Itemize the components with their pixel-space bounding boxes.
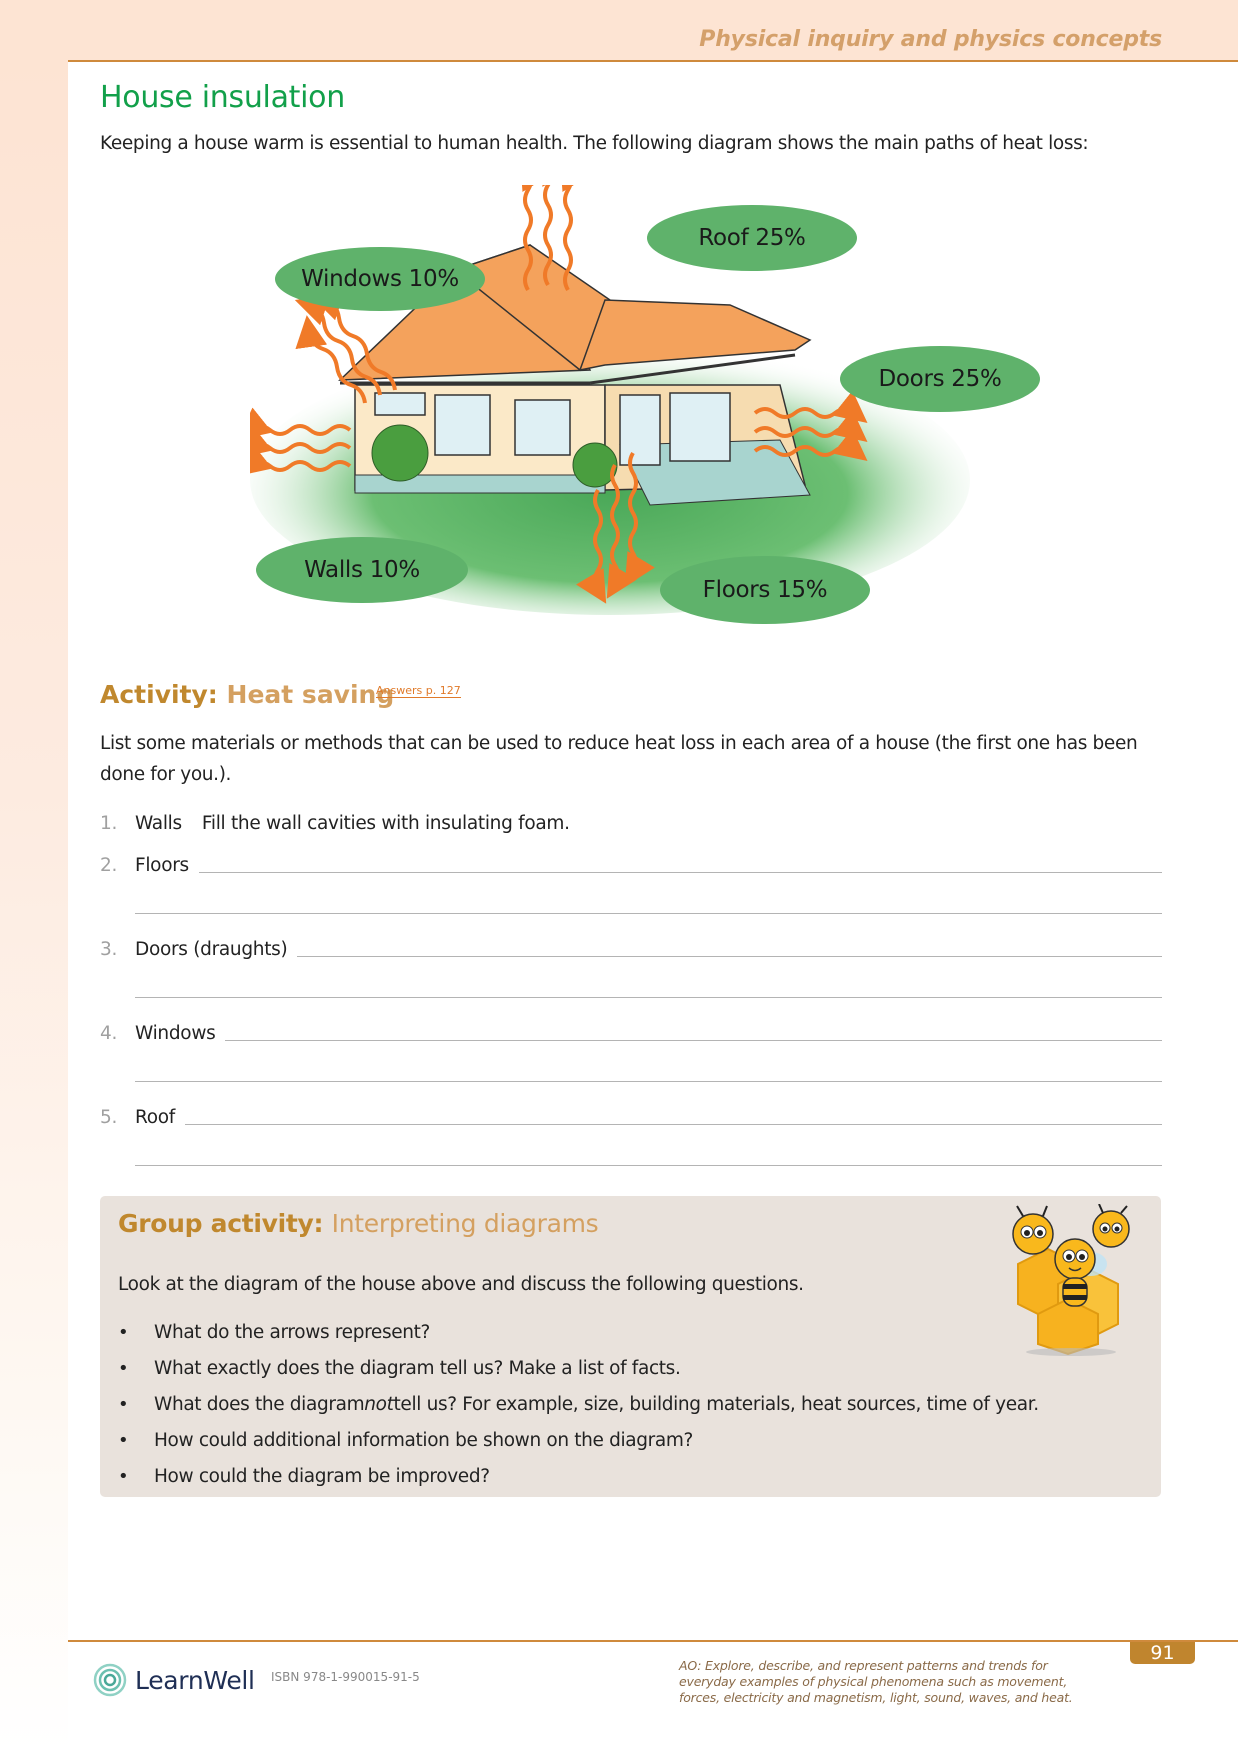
isbn: ISBN 978-1-990015-91-5 <box>271 1670 420 1684</box>
activity-heading <box>100 680 394 709</box>
answer-line[interactable] <box>199 872 1162 873</box>
window <box>375 393 425 415</box>
question-label: Windows <box>135 1023 216 1044</box>
answer-line[interactable] <box>135 1081 1162 1082</box>
question-number: 4. <box>100 1023 118 1044</box>
bush <box>372 425 428 481</box>
page-title: House insulation <box>100 80 345 115</box>
group-activity-heading <box>118 1209 598 1238</box>
question-item <box>100 1018 1162 1044</box>
answer-line[interactable] <box>185 1124 1162 1125</box>
group-activity-box <box>100 1196 1161 1497</box>
question-number: 5. <box>100 1107 118 1128</box>
bullet-icon: • <box>118 1393 129 1415</box>
group-activity-intro: Look at the diagram of the house above and discuss the following questions. <box>118 1274 804 1295</box>
footer-rule <box>68 1640 1238 1642</box>
label-roof: Roof 25% <box>647 205 857 271</box>
door <box>620 395 660 465</box>
discussion-question: • What does the diagram not tell us? For example, size, building materials, heat sources, time of year. <box>118 1393 1039 1415</box>
answer-line[interactable] <box>297 956 1162 957</box>
answer-line[interactable] <box>135 997 1162 998</box>
discussion-question: • How could the diagram be improved? <box>118 1465 490 1487</box>
answer-line[interactable] <box>225 1040 1162 1041</box>
answers-link[interactable]: Answers p. 127 <box>376 684 461 697</box>
bees-mascot-icon <box>993 1204 1143 1356</box>
label-windows: Windows 10% <box>275 247 485 311</box>
question-number: 1. <box>100 813 118 834</box>
discussion-questions <box>118 1314 1039 1494</box>
intro-text: Keeping a house warm is essential to human health. The following diagram shows the main paths of heat loss: <box>100 133 1089 154</box>
bullet-icon: • <box>118 1321 129 1343</box>
discussion-question: • How could additional information be shown on the diagram? <box>118 1429 694 1451</box>
bullet-icon: • <box>118 1429 129 1451</box>
spiral-logo-icon <box>93 1663 127 1697</box>
group-activity-lead: Group activity: <box>118 1209 324 1238</box>
question-label: Floors <box>135 855 189 876</box>
page-number: 91 <box>1130 1642 1195 1664</box>
question-number: 2. <box>100 855 118 876</box>
door <box>670 393 730 461</box>
answer-line[interactable] <box>135 1165 1162 1166</box>
question-answer: Fill the wall cavities with insulating foam. <box>201 813 570 834</box>
header-rule <box>68 60 1238 62</box>
achievement-objective: AO: Explore, describe, and represent patterns and trends for everyday examples of physical phenomena such as movement, forces, electricity and magnetism, light, sound, waves, and heat. <box>679 1658 1073 1705</box>
question-number: 3. <box>100 939 118 960</box>
question-item <box>100 808 1162 834</box>
bullet-icon: • <box>118 1465 129 1487</box>
discussion-question: • What do the arrows represent? <box>118 1321 431 1343</box>
question-item <box>100 850 1162 876</box>
activity-instructions: List some materials or methods that can be used to reduce heat loss in each area of a house (the first one has been done for you.). <box>100 733 1138 785</box>
activity-topic: Heat saving <box>226 680 395 709</box>
discussion-question: • What exactly does the diagram tell us? Make a list of facts. <box>118 1357 681 1379</box>
group-activity-topic: Interpreting diagrams <box>331 1209 599 1238</box>
bush <box>573 443 617 487</box>
learnwell-logo <box>93 1663 255 1697</box>
bullet-icon: • <box>118 1357 129 1379</box>
window <box>515 400 570 455</box>
activity-lead: Activity: <box>100 680 218 709</box>
question-label: Doors (draughts) <box>135 939 288 960</box>
label-walls: Walls 10% <box>256 537 468 603</box>
label-floors: Floors 15% <box>660 556 870 624</box>
brand-name: LearnWell <box>135 1665 255 1695</box>
question-label: Walls <box>135 813 182 834</box>
question-label: Roof <box>135 1107 175 1128</box>
chapter-title: Physical inquiry and physics concepts <box>699 27 1162 52</box>
heat-loss-diagram <box>250 185 1050 635</box>
question-item <box>100 1102 1162 1128</box>
page-margin-band <box>0 0 68 1752</box>
question-item <box>100 934 1162 960</box>
window <box>435 395 490 455</box>
label-doors: Doors 25% <box>840 346 1040 412</box>
answer-line[interactable] <box>135 913 1162 914</box>
